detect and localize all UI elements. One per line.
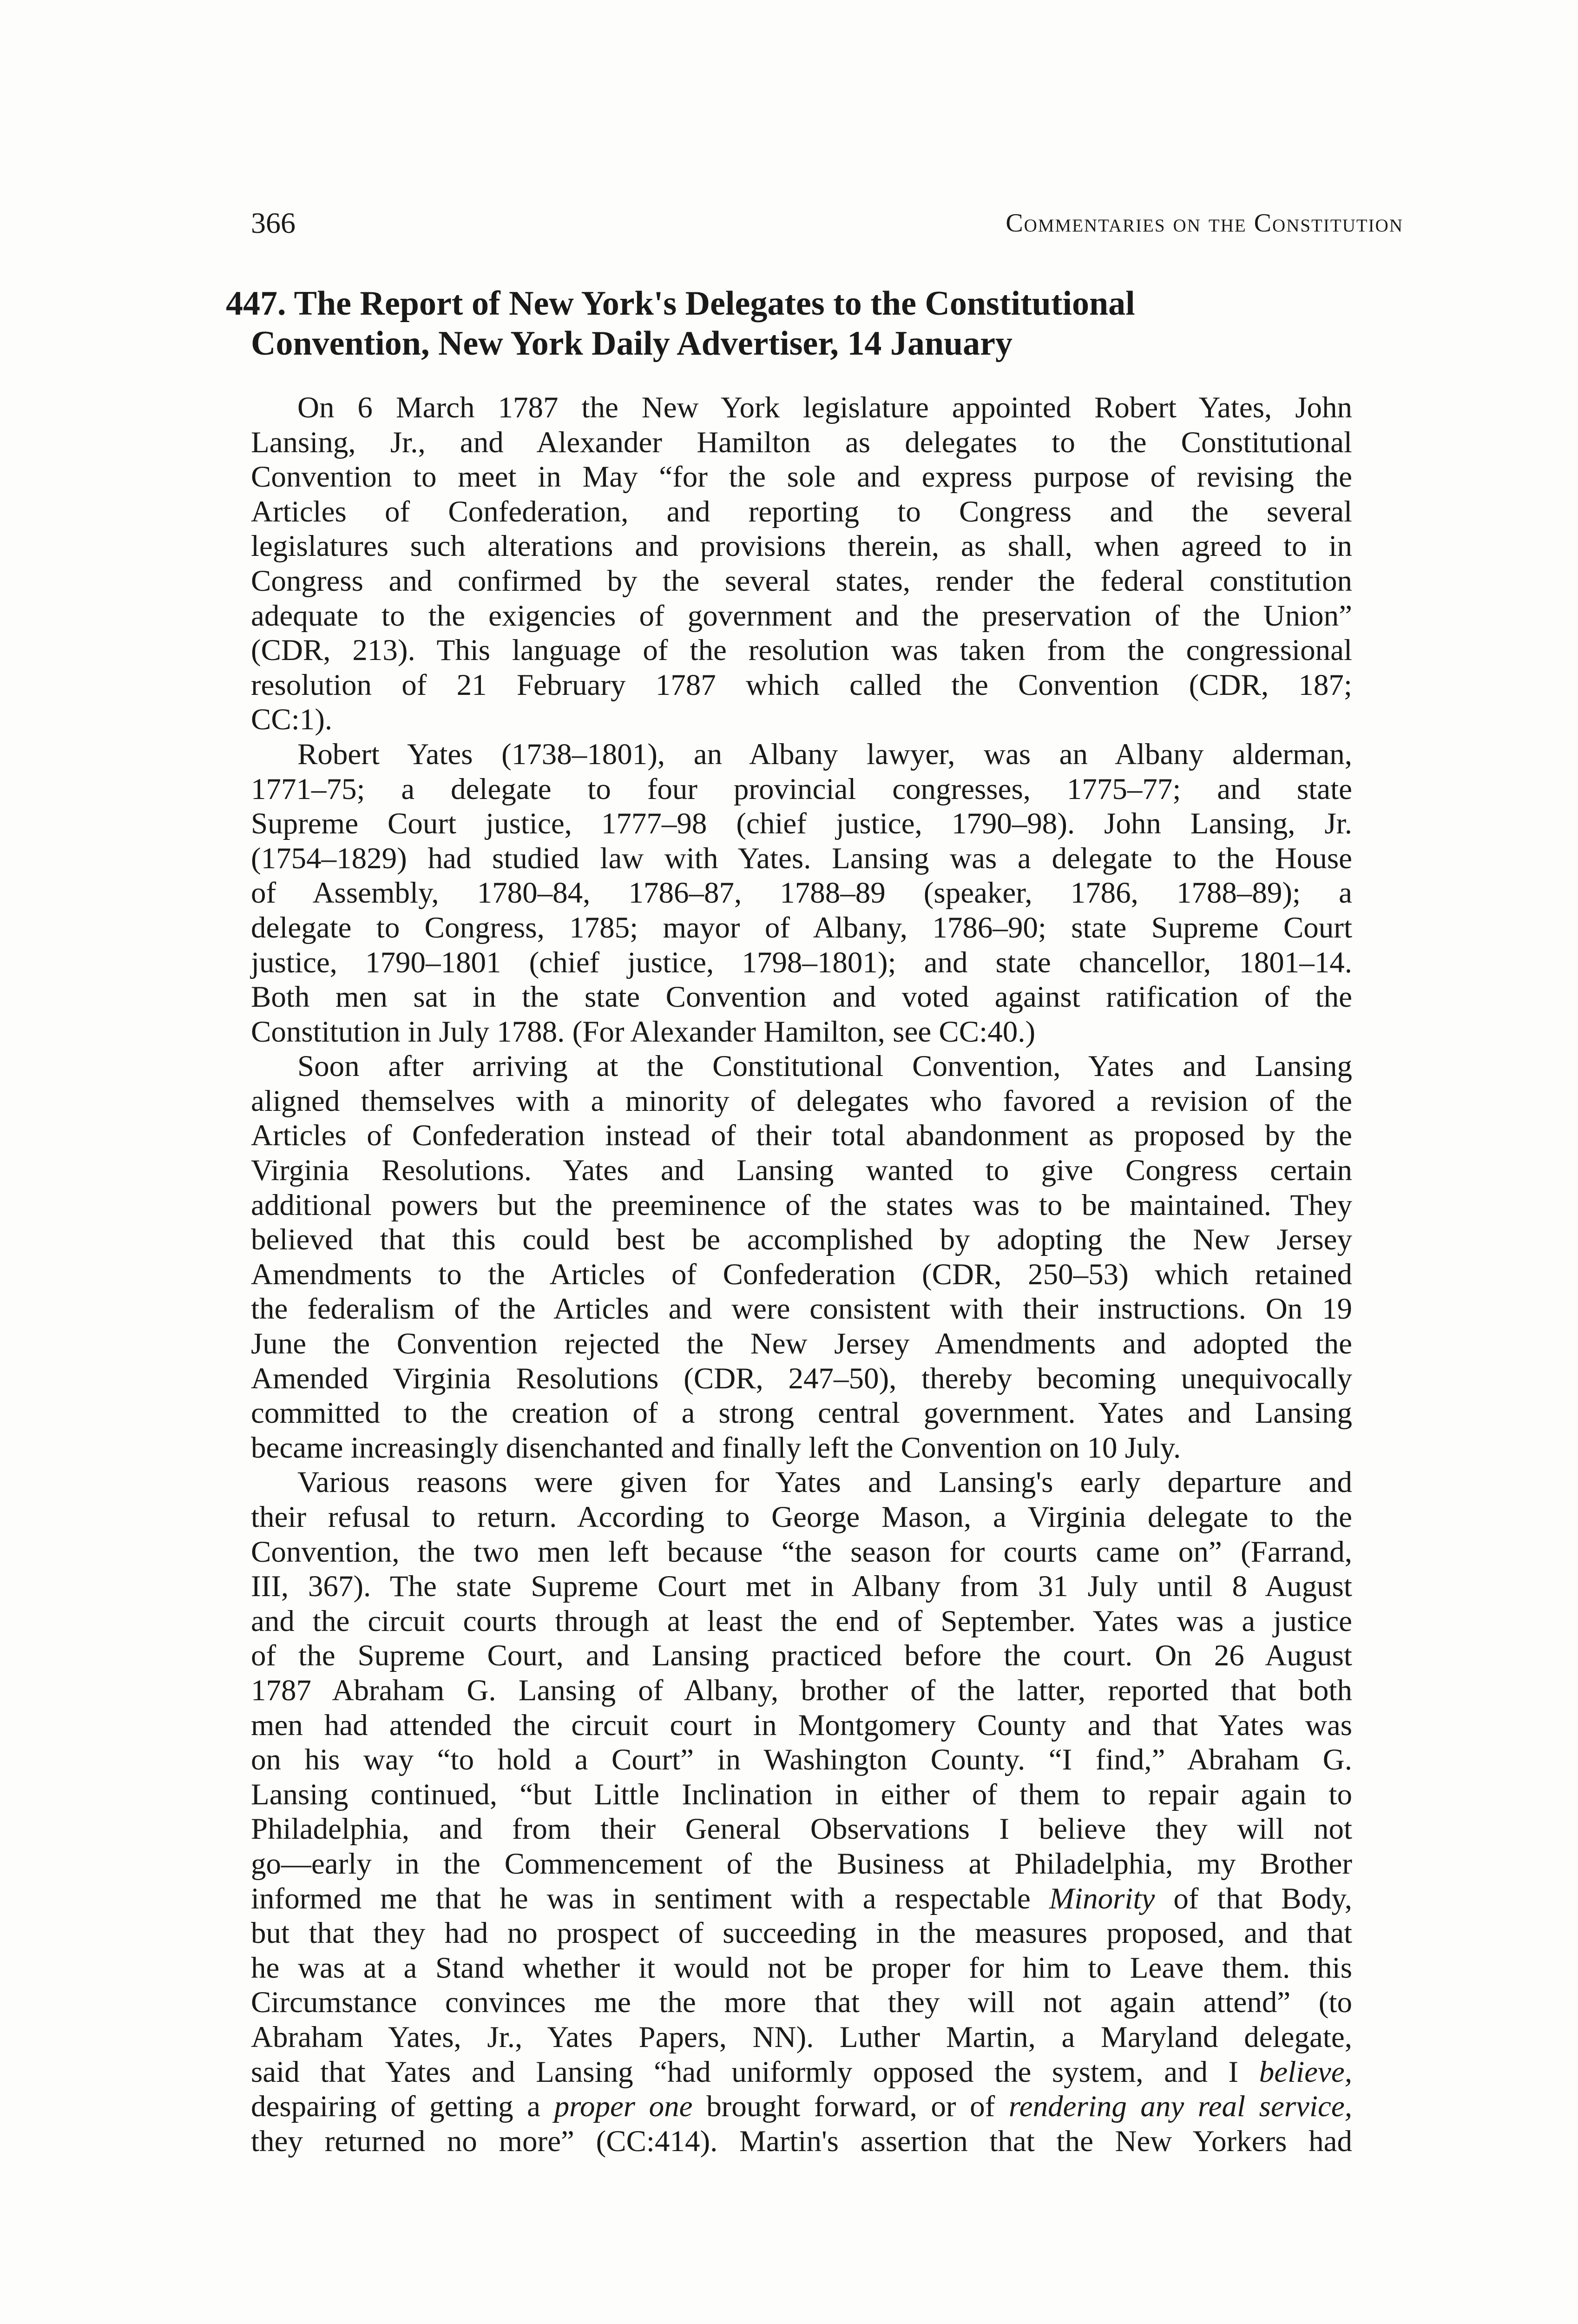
text-line: 1771–75; a delegate to four provincial congresses, 1775–77; and state <box>251 772 1352 806</box>
italic-text: Minority <box>1049 1882 1155 1915</box>
text-line: Philadelphia, and from their General Observations I believe they will not <box>251 1812 1352 1846</box>
text-line: on his way “to hold a Court” in Washington County. “I find,” Abraham G. <box>251 1743 1352 1777</box>
text-line: go—early in the Commencement of the Business at Philadelphia, my Brother <box>251 1847 1352 1881</box>
running-header <box>251 205 1403 242</box>
text-run: brought forward, or of <box>692 2090 1009 2124</box>
text-line: became increasingly disenchanted and finally left the Convention on 10 July. <box>251 1431 1181 1465</box>
text-line: Articles of Confederation instead of their total abandonment as proposed by the <box>251 1119 1352 1153</box>
text-line <box>251 1882 1352 1916</box>
text-line: believed that this could best be accomplished by adopting the New Jersey <box>251 1223 1352 1257</box>
text-line: Virginia Resolutions. Yates and Lansing wanted to give Congress certain <box>251 1154 1352 1188</box>
text-line: adequate to the exigencies of government and the preservation of the Union” <box>251 599 1352 633</box>
text-line: Soon after arriving at the Constitutional Convention, Yates and Lansing <box>297 1050 1352 1083</box>
text-line: On 6 March 1787 the New York legislature appointed Robert Yates, John <box>297 391 1352 424</box>
text-line <box>251 2089 1352 2124</box>
italic-text: believe, <box>1259 2055 1352 2089</box>
text-line: Convention, the two men left because “the season for courts came on” (Farrand, <box>251 1535 1352 1569</box>
text-line: of the Supreme Court, and Lansing practiced before the court. On 26 August <box>251 1639 1352 1673</box>
body-text <box>251 390 1352 2159</box>
text-line: Various reasons were given for Yates and Lansing's early departure and <box>297 1466 1352 1499</box>
title-line: 447. The Report of New York's Delegates to the Constitutional <box>226 284 1135 323</box>
italic-text: proper one <box>554 2090 693 2124</box>
text-line: (1754–1829) had studied law with Yates. Lansing was a delegate to the House <box>251 841 1352 875</box>
text-line: resolution of 21 February 1787 which called the Convention (CDR, 187; <box>251 668 1352 702</box>
text-line: Congress and confirmed by the several states, render the federal constitution <box>251 564 1352 598</box>
text-line: Circumstance convinces me the more that they will not again attend” (to <box>251 1986 1352 2020</box>
text-line: (CDR, 213). This language of the resolution was taken from the congressional <box>251 634 1352 667</box>
text-line: of Assembly, 1780–84, 1786–87, 1788–89 (speaker, 1786, 1788–89); a <box>251 876 1352 910</box>
text-run: despairing of getting a <box>251 2090 554 2124</box>
text-line: legislatures such alterations and provisions therein, as shall, when agreed to in <box>251 529 1352 563</box>
text-line: they returned no more” (CC:414). Martin's assertion that the New Yorkers had <box>251 2124 1352 2158</box>
text-line: Amended Virginia Resolutions (CDR, 247–50), thereby becoming unequivocally <box>251 1361 1352 1395</box>
text-line: Abraham Yates, Jr., Yates Papers, NN). Luther Martin, a Maryland delegate, <box>251 2020 1352 2054</box>
text-line: men had attended the circuit court in Montgomery County and that Yates was <box>251 1708 1352 1742</box>
text-run: of that Body, <box>1155 1882 1352 1915</box>
text-line: III, 367). The state Supreme Court met in Albany from 31 July until 8 August <box>251 1570 1352 1604</box>
text-line: Constitution in July 1788. (For Alexander Hamilton, see CC:40.) <box>251 1015 1036 1049</box>
text-line: Lansing, Jr., and Alexander Hamilton as delegates to the Constitutional <box>251 425 1352 459</box>
text-line: Robert Yates (1738–1801), an Albany lawyer, was an Albany alderman, <box>297 737 1352 771</box>
text-line: and the circuit courts through at least the end of September. Yates was a justice <box>251 1604 1352 1638</box>
text-line: he was at a Stand whether it would not be proper for him to Leave them. this <box>251 1951 1352 1985</box>
text-line: committed to the creation of a strong central government. Yates and Lansing <box>251 1396 1352 1430</box>
text-line: their refusal to return. According to George Mason, a Virginia delegate to the <box>251 1500 1352 1534</box>
text-line: Amendments to the Articles of Confederation (CDR, 250–53) which retained <box>251 1257 1352 1291</box>
page-number: 366 <box>251 206 296 239</box>
text-line: Both men sat in the state Convention and voted against ratification of the <box>251 980 1352 1014</box>
running-title: Commentaries on the Constitution <box>1006 209 1403 238</box>
paragraph-convention-minority <box>251 1049 1352 1465</box>
italic-text: rendering any real service, <box>1008 2090 1352 2124</box>
text-line: Articles of Confederation, and reporting to Congress and the several <box>251 495 1352 528</box>
text-line: Lansing continued, “but Little Inclination in either of them to repair again to <box>251 1777 1352 1811</box>
document-title <box>226 284 1406 363</box>
text-line: 1787 Abraham G. Lansing of Albany, brother of the latter, reported that both <box>251 1673 1352 1707</box>
text-line: delegate to Congress, 1785; mayor of Albany, 1786–90; state Supreme Court <box>251 911 1352 944</box>
text-line: aligned themselves with a minority of delegates who favored a revision of the <box>251 1084 1352 1118</box>
paragraph-biographies <box>251 737 1352 1049</box>
text-line: CC:1). <box>251 703 333 737</box>
text-run: informed me that he was in sentiment with a respectable <box>251 1882 1049 1915</box>
text-line: the federalism of the Articles and were consistent with their instructions. On 19 <box>251 1292 1352 1326</box>
text-line <box>251 2055 1352 2090</box>
title-line: Convention, New York Daily Advertiser, 14 January <box>251 324 1013 363</box>
text-line: Supreme Court justice, 1777–98 (chief justice, 1790–98). John Lansing, Jr. <box>251 807 1352 841</box>
text-line: additional powers but the preeminence of the states was to be maintained. They <box>251 1188 1352 1222</box>
paragraph-departure-reasons <box>251 1465 1352 2159</box>
text-line: but that they had no prospect of succeeding in the measures proposed, and that <box>251 1916 1352 1950</box>
paragraph-appointment <box>251 390 1352 737</box>
text-line: June the Convention rejected the New Jersey Amendments and adopted the <box>251 1327 1352 1361</box>
text-line: justice, 1790–1801 (chief justice, 1798–1801); and state chancellor, 1801–14. <box>251 945 1352 979</box>
text-run: said that Yates and Lansing “had uniformly opposed the system, and I <box>251 2055 1259 2089</box>
text-line: Convention to meet in May “for the sole and express purpose of revising the <box>251 460 1352 494</box>
